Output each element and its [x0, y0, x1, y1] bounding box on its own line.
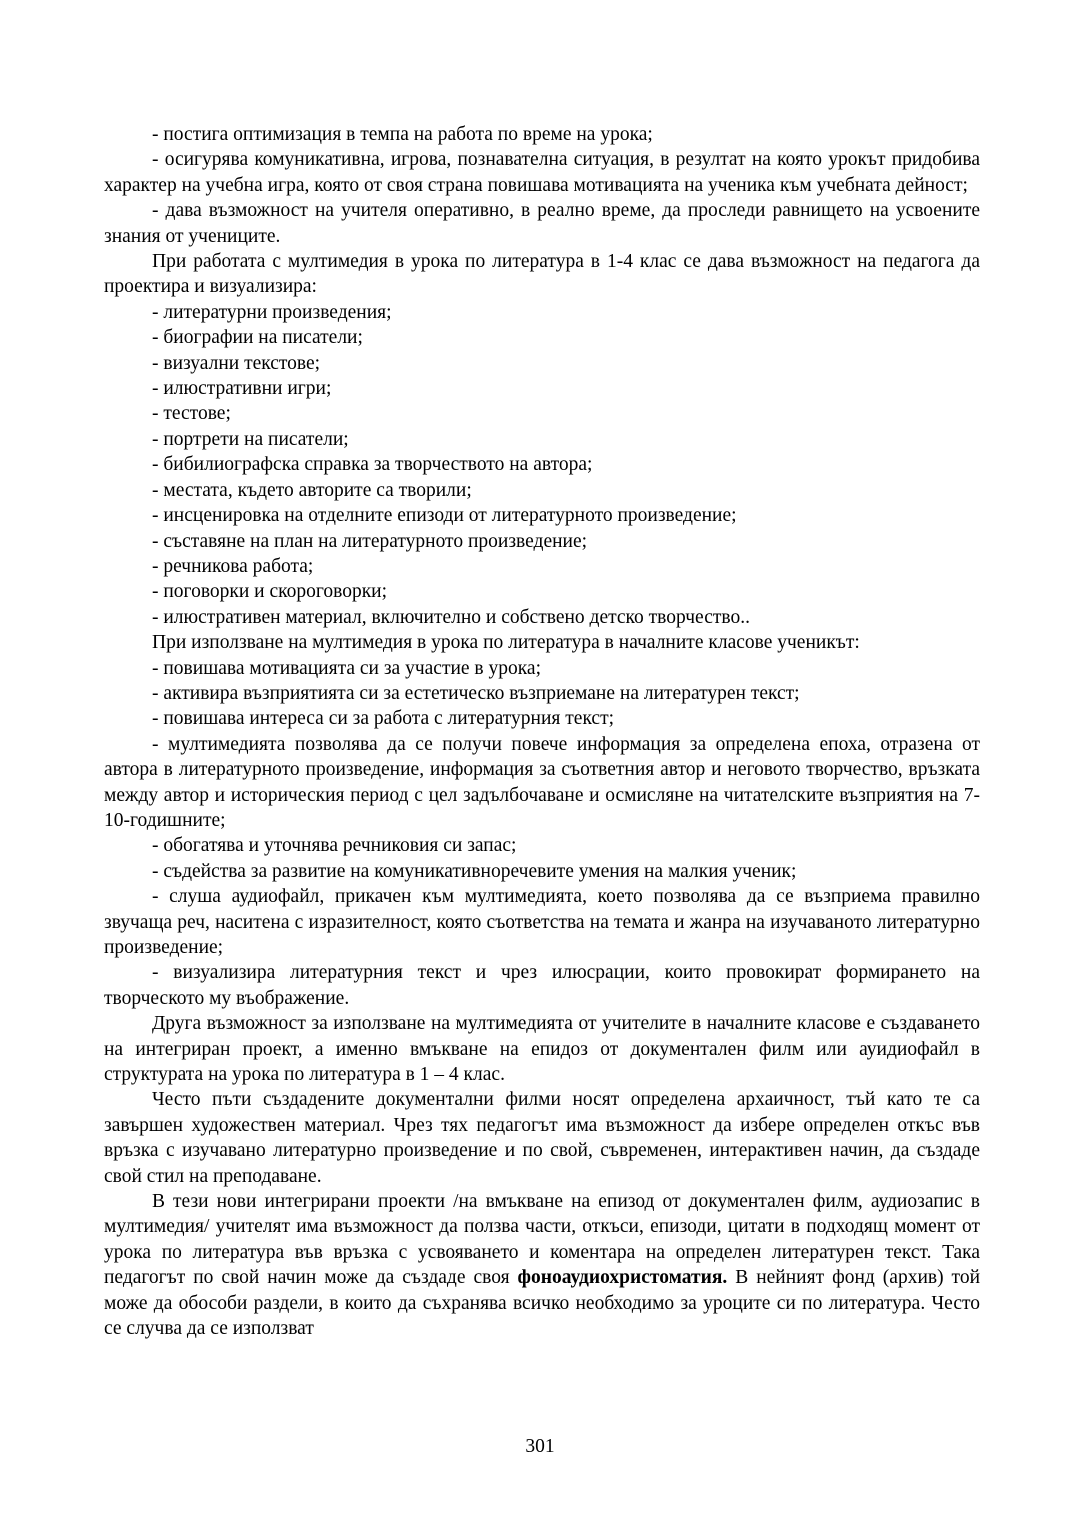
- text-run: - речникова работа;: [152, 555, 314, 577]
- text-run: - инсценировка на отделните епизоди от литературното произведение;: [152, 505, 737, 527]
- paragraph: [104, 1087, 980, 1189]
- paragraph: [104, 1189, 980, 1341]
- list-item: [104, 376, 980, 401]
- text-run: - тестове;: [152, 403, 231, 425]
- paragraph: [104, 249, 980, 300]
- text-run: - слуша аудиофайл, прикачен към мултимедията, което позволява да се възприема правилно звучаща реч, наситена с изразителност, която съответства на темата и жанра на изучаваното литературно произведение;: [104, 886, 980, 958]
- text-run: - мултимедията позволява да се получи повече информация за определена епоха, отразена от автора в литературното произведение, информация за съответния автор и неговото творчество, връзката между автор и историческия период с цел задълбочаване и осмисляне на читателските възприятия на 7-10-годишните;: [104, 733, 980, 831]
- text-run: При работата с мултимедия в урока по литература в 1-4 клас се дава възможност на педагога да проектира и визуализира:: [104, 251, 980, 298]
- text-run: - съставяне на план на литературното произведение;: [152, 530, 588, 552]
- text-run: - осигурява комуникативна, игрова, познавателна ситуация, в резултат на която урокът придобива характер на учебна игра, която от своя страна повишава мотивацията на ученика към учебната дейност;: [104, 149, 980, 196]
- text-run: - повишава интереса си за работа с литературния текст;: [152, 708, 615, 730]
- text-run: - визуални текстове;: [152, 352, 321, 374]
- text-run: В тези нови интегрирани проекти /на вмъкване на епизод от документален филм, аудиозапис в мултимедия/ учителят има възможност да ползва части, откъси, епизоди, цитати в подходящ момент от урока по литература във връзка с усвояването и коментара на определен литературен текст. Така педагогът по свой начин може да създаде своя: [104, 1191, 980, 1289]
- list-item: [104, 529, 980, 554]
- text-run: - обогатява и уточнява речниковия си запас;: [152, 835, 517, 857]
- list-item: [104, 351, 980, 376]
- text-run: В нейният фонд (архив) той може да обособи раздели, в които да съхранява всичко необходимо за уроците си по литература. Често се случва да се използват: [104, 1267, 981, 1340]
- list-item: [104, 732, 980, 834]
- text-run: - дава възможност на учителя оперативно, в реално време, да проследи равнището на усвоените знания от учениците.: [104, 200, 980, 247]
- text-run: - илюстративни игри;: [152, 378, 332, 400]
- list-item: [104, 122, 980, 147]
- paragraph: [104, 630, 980, 655]
- text-run: - биографии на писатели;: [152, 327, 363, 349]
- list-item: [104, 960, 980, 1011]
- list-item: [104, 401, 980, 426]
- text-run: - съдейства за развитие на комуникативноречевите умения на малкия ученик;: [152, 860, 797, 882]
- text-run: - илюстративен материал, включително и собствено детско творчество..: [152, 606, 750, 628]
- list-item: [104, 656, 980, 681]
- list-item: [104, 325, 980, 350]
- list-item: [104, 554, 980, 579]
- text-run: - портрети на писатели;: [152, 428, 349, 450]
- text-run: - местата, където авторите са творили;: [152, 479, 472, 501]
- list-item: [104, 478, 980, 503]
- text-run: - активира възприятията си за естетическо възприемане на литературен текст;: [152, 682, 800, 704]
- list-item: [104, 833, 980, 858]
- page-number: 301: [525, 1436, 555, 1457]
- text-run: - повишава мотивацията си за участие в урока;: [152, 657, 542, 679]
- list-item: [104, 503, 980, 528]
- list-item: [104, 427, 980, 452]
- paragraph: [104, 1011, 980, 1087]
- text-run: Друга възможност за използване на мултимедията от учителите в началните класове е създаването на интегриран проект, а именно вмъкване на епидоз от документален филм или ауидиофайл в структурата на урока по литература в 1 – 4 клас.: [104, 1013, 980, 1086]
- list-item: [104, 681, 980, 706]
- text-run: - бибилиографска справка за творчеството на автора;: [152, 454, 593, 476]
- text-run: При използване на мултимедия в урока по литература в началните класове ученикът:: [152, 632, 860, 654]
- list-item: [104, 706, 980, 731]
- list-item: [104, 884, 980, 960]
- text-run: - поговорки и скороговорки;: [152, 581, 388, 603]
- page-body-text: [104, 122, 980, 1342]
- bold-text-run: фоноаудиохристоматия.: [517, 1267, 728, 1289]
- list-item: [104, 605, 980, 630]
- list-item: [104, 452, 980, 477]
- text-run: - визуализира литературния текст и чрез илюсрации, които провокират формирането на творческото му въображение.: [104, 962, 980, 1009]
- list-item: [104, 579, 980, 604]
- list-item: [104, 198, 980, 249]
- text-run: Често пъти създадените документални филми носят определена архаичност, тъй като те са завършен художествен материал. Чрез тях педагогът има възможност да избере определен откъс във връзка с изучавано литературно произведение и по свой, съвременен, интерактивен начин, да създаде свой стил на преподаване.: [104, 1089, 980, 1187]
- list-item: [104, 300, 980, 325]
- text-run: - литературни произведения;: [152, 301, 392, 323]
- text-run: - постига оптимизация в темпа на работа по време на урока;: [152, 124, 653, 145]
- list-item: [104, 147, 980, 198]
- list-item: [104, 859, 980, 884]
